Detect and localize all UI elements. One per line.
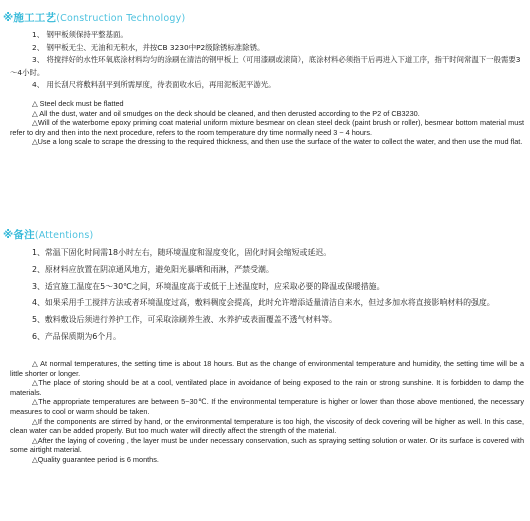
construction-en-para-3: △Will of the waterborne epoxy priming coat material uniform mixture besmear on clean steel deck (paint brush or roller), besmear bottom material must refer to dry and then into the next procedure, refers to the room temperature dry time normally need 3 ~ 4 hours. — [10, 118, 524, 137]
construction-cn-item-1: 1、 钢甲板须保持平整基面。 — [32, 30, 128, 39]
attentions-cn-item-2: 2、原材料应放置在阴凉通风地方，避免阳光暴晒和雨淋，严禁受潮。 — [32, 264, 274, 274]
attentions-en-para-6: △Quality guarantee period is 6 months. — [32, 454, 159, 464]
attentions-cn-item-1: 1、常温下固化时间需18小时左右，随环境温度和湿度变化，固化时间会缩短或延迟。 — [32, 248, 332, 257]
construction-en-para-2: △ All the dust, water and oil smudges on the deck should be cleaned, and then derusted according to the P2 of CB3230. — [32, 108, 420, 118]
attentions-cn-item-5: 5、敷料敷设后须进行养护工作，可采取涂刷养生液、水养护或表面覆盖不透气材料等。 — [32, 315, 337, 325]
attentions-cn-item-4: 4、如果采用手工搅拌方法或者环境温度过高，敷料稠度会提高，此时允许增添适量清洁自来水，但过多加水将直接影响材料的强度。 — [32, 298, 495, 308]
attentions-en-para-3: △The appropriate temperatures are between 5~30℃. If the environmental temperature is higher or lower than those above mentioned, the necessary measures to cool or warm should be taken. — [10, 397, 524, 416]
attentions-title-cn: ※备注 — [3, 229, 35, 241]
construction-cn-item-3: 3、 将搅拌好的水性环氧底涂材料均匀的涂刷在清洁的钢甲板上（可用漆刷或滚筒），底涂材料必须指干后再进入下道工序，指干时间常温下一般需要3～4小时。 — [10, 55, 521, 77]
attentions-en-para-5: △After the laying of covering , the layer must be under necessary conservation, such as spraying setting solution or water. Or its surface is covered with some airtight material. — [10, 435, 524, 455]
construction-cn-item-2: 2、 钢甲板无尘、无油和无积水，并按CB 3230中P2级除锈标准除锈。 — [32, 42, 265, 52]
attentions-heading — [3, 227, 93, 242]
attentions-en-para-1: △ At normal temperatures, the setting time is about 18 hours. But as the change of environmental temperature and humidity, the setting time will be a little shorter or longer. — [10, 359, 524, 378]
construction-en-para-4: △Use a long scale to scrape the dressing to the required thickness, and then use the surface of the water to collect the water, and then use the mud flat. — [32, 137, 523, 147]
attentions-cn-list — [10, 245, 525, 346]
construction-heading — [3, 10, 185, 25]
attentions-en-block — [10, 359, 524, 465]
attentions-en-para-2: △The place of storing should be at a cool, ventilated place in avoidance of being exposed to the rain or strong sunshine. It is forbidden to damp the materials. — [10, 378, 524, 397]
attentions-en-para-4: △If the components are stirred by hand, or the environmental temperature is too high, the viscosity of deck covering will be higher as well. In this case, clean water can be added properly. But too much water will directly affect the strength of the material. — [10, 416, 524, 436]
attentions-cn-item-3: 3、适宜施工温度在5～30℃之间，环境温度高于或低于上述温度时，应采取必要的降温或保暖措施。 — [32, 281, 385, 291]
construction-cn-item-4: 4、 用长刮尺将敷料刮平到所需厚度，待表面收水后，再用泥板泥平游光。 — [32, 80, 276, 90]
construction-title-en: (Construction Technology) — [56, 13, 186, 24]
construction-en-para-1: △ Steel deck must be flatted — [32, 99, 124, 108]
construction-en-block — [10, 99, 524, 147]
construction-cn-list — [10, 29, 525, 92]
construction-title-cn: ※施工工艺 — [3, 12, 57, 24]
attentions-title-en: (Attentions) — [34, 230, 94, 241]
attentions-cn-item-6: 6、产品保质期为6个月。 — [32, 331, 121, 341]
